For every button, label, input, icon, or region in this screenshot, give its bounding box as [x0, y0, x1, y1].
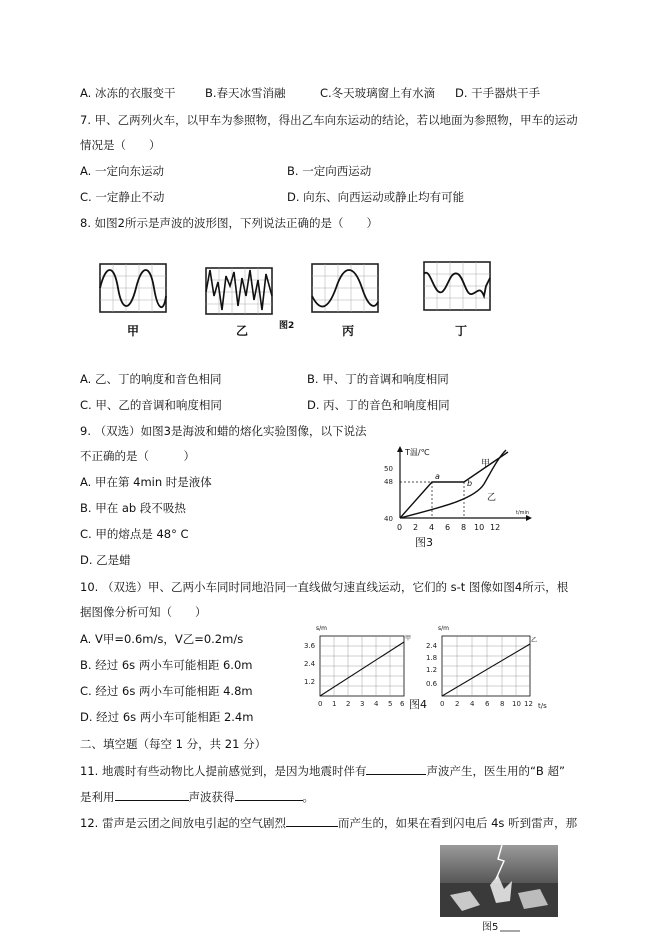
figure-4-left-y-label: s/m	[316, 625, 327, 632]
q12-text-part1: 12. 雷声是云团之间放电引起的空气剧烈	[80, 816, 286, 830]
figure-3-curve-yi	[400, 450, 506, 518]
figure-3-x-tick-0: 0	[397, 523, 403, 532]
q11-text-part4: 声波获得	[188, 790, 235, 804]
q11-text-part1: 11. 地震时有些动物比人提前感觉到，是因为地震时伴有	[80, 764, 367, 778]
q8-stem: 8. 如图2所示是声波的波形图，下列说法正确的是（ ）	[80, 216, 378, 230]
figure-4-right-y-tick-1: 1.8	[426, 654, 438, 662]
q7-option-c: C. 一定静止不动	[80, 190, 165, 204]
q7-option-a: A. 一定向东运动	[80, 164, 164, 178]
q7-option-b: B. 一定向西运动	[287, 164, 372, 178]
q10-option-d: D. 经过 6s 两小车可能相距 2.4m	[80, 710, 254, 724]
figure-4-right-y-tick-2: 1.2	[426, 666, 438, 674]
figure-4-right-x-tick-5: 10	[512, 700, 521, 708]
q8-option-c: C. 甲、乙的音调和响度相同	[80, 398, 222, 412]
q11-blank-3[interactable]	[235, 789, 303, 801]
figure-4-left-x-tick-6: 6	[400, 700, 405, 708]
figure-4-graph-jia	[304, 625, 411, 708]
q9-option-a: A. 甲在第 4min 时是液体	[80, 475, 212, 489]
q11-text-part2: 声波产生，医生用的“B 超”	[426, 764, 565, 778]
q6-option-c: C.冬天玻璃窗上有水滴	[320, 86, 436, 100]
q7-stem-line2: 情况是（ ）	[80, 138, 161, 152]
figure-4-right-x-tick-1: 2	[455, 700, 460, 708]
figure-3-point-a: a	[435, 472, 440, 481]
figure-3-curve-jia	[400, 452, 508, 518]
figure-4-right-series: 乙	[531, 637, 538, 644]
figure-3-x-tick-12: 12	[490, 523, 501, 532]
q11-text-part5: 。	[302, 790, 314, 804]
q7-option-d: D. 向东、向西运动或静止均有可能	[287, 190, 465, 204]
figure-2-label-bing: 丙	[342, 324, 355, 338]
q8-option-b: B. 甲、丁的音调和响度相同	[307, 372, 449, 386]
figure-3-series-jia: 甲	[481, 459, 491, 469]
q6-option-d: D. 干手器烘干手	[455, 86, 541, 100]
figure-2-label-jia: 甲	[127, 324, 140, 338]
q7-stem-line1: 7. 甲、乙两列火车，以甲车为参照物，得出乙车向东运动的结论，若以地面为参照物，甲车的运动	[80, 113, 578, 127]
q10-option-b: B. 经过 6s 两小车可能相距 6.0m	[80, 658, 253, 672]
figure-4-x-unit: t/s	[538, 702, 547, 710]
figure-5-caption: 图5	[482, 922, 499, 933]
q11-line1	[80, 763, 565, 778]
figure-3-y-tick-50: 50	[384, 465, 393, 473]
figure-4-left-x-tick-2: 2	[346, 700, 351, 708]
figure-4-left-y-tick-2: 1.2	[304, 678, 316, 686]
figure-4-caption: 图4	[409, 698, 427, 711]
q6-option-a: A. 冰冻的衣服变干	[80, 86, 176, 100]
figure-2-label-ding: 丁	[455, 324, 468, 338]
figure-3-x-tick-2: 2	[413, 523, 419, 532]
figure-2-label-yi: 乙	[236, 324, 249, 338]
figure-3-x-tick-10: 10	[474, 523, 485, 532]
figure-4-st-graphs	[302, 624, 554, 716]
q12-text-part2: 而产生的，如果在看到闪电后 4s 听到雷声，那	[337, 816, 578, 830]
figure-3-caption: 图3	[415, 536, 433, 549]
figure-3-y-tick-40: 40	[384, 515, 393, 523]
q12-line1	[80, 815, 577, 830]
figure-4-right-x-tick-6: 12	[524, 700, 533, 708]
figure-3-y-label: T温/℃	[405, 448, 430, 457]
q11-line2	[80, 789, 314, 804]
figure-3-point-b: b	[467, 479, 473, 488]
q9-option-d: D. 乙是蜡	[80, 553, 131, 567]
figure-4-left-x-tick-5: 5	[388, 700, 393, 708]
q8-option-a: A. 乙、丁的响度和音色相同	[80, 372, 222, 386]
figure-3-y-tick-48: 48	[384, 478, 393, 486]
figure-3-x-tick-6: 6	[445, 523, 451, 532]
figure-4-right-y-tick-0: 2.4	[426, 642, 438, 650]
q10-option-c: C. 经过 6s 两小车可能相距 4.8m	[80, 684, 253, 698]
figure-4-graph-yi	[426, 625, 547, 710]
waveform-bing	[312, 264, 378, 312]
figure-3-x-tick-8: 8	[461, 523, 467, 532]
figure-3-melting-graph	[378, 444, 536, 550]
figure-4-left-x-tick-0: 0	[318, 700, 323, 708]
q9-option-b: B. 甲在 ab 段不吸热	[80, 501, 186, 515]
figure-2-caption: 图2	[279, 321, 295, 331]
figure-4-right-y-tick-3: 0.6	[426, 680, 438, 688]
figure-5-photo	[440, 845, 558, 933]
figure-3-x-tick-4: 4	[429, 523, 435, 532]
q10-stem-line1: 10. （双选）甲、乙两小车同时同地沿同一直线做匀速直线运动，它们的 s-t 图像如图4所示，根	[80, 580, 569, 594]
figure-4-left-series: 甲	[405, 635, 412, 642]
q6-option-b: B.春天冰雪消融	[205, 86, 286, 100]
figure-4-right-x-tick-4: 8	[500, 700, 505, 708]
figure-4-left-x-tick-4: 4	[374, 700, 379, 708]
figure-4-left-y-tick-0: 3.6	[304, 642, 316, 650]
figure-4-left-x-tick-3: 3	[360, 700, 365, 708]
figure-3-x-label: t/min	[516, 510, 530, 516]
figure-4-left-y-tick-1: 2.4	[304, 660, 316, 668]
figure-4-right-x-tick-2: 4	[470, 700, 475, 708]
figure-4-right-y-label: s/m	[438, 625, 449, 632]
waveform-ding	[424, 262, 490, 310]
q8-option-d: D. 丙、丁的音色和响度相同	[307, 398, 450, 412]
figure-2-waveforms	[96, 256, 516, 340]
q9-stem-line2: 不正确的是（ ）	[80, 449, 195, 463]
q9-option-c: C. 甲的熔点是 48° C	[80, 527, 189, 541]
section-2-title: 二、填空题（每空 1 分，共 21 分）	[80, 737, 267, 751]
waveform-jia	[100, 264, 166, 312]
figure-4-right-x-tick-0: 0	[440, 700, 445, 708]
q9-stem-line1: 9. （双选）如图3是海波和蜡的熔化实验图像，以下说法	[80, 424, 367, 438]
q10-option-a: A. V甲=0.6m/s，V乙=0.2m/s	[80, 632, 244, 646]
figure-3-series-yi: 乙	[487, 493, 497, 503]
q11-text-part3: 是利用	[80, 790, 115, 804]
waveform-yi	[206, 268, 272, 314]
figure-4-left-x-tick-1: 1	[332, 700, 337, 708]
q11-blank-2[interactable]	[115, 789, 189, 801]
q10-stem-line2: 据图像分析可知（ ）	[80, 605, 207, 619]
q11-blank-1[interactable]	[366, 763, 426, 775]
figure-4-right-x-tick-3: 6	[485, 700, 490, 708]
q12-blank-1[interactable]	[286, 815, 338, 827]
